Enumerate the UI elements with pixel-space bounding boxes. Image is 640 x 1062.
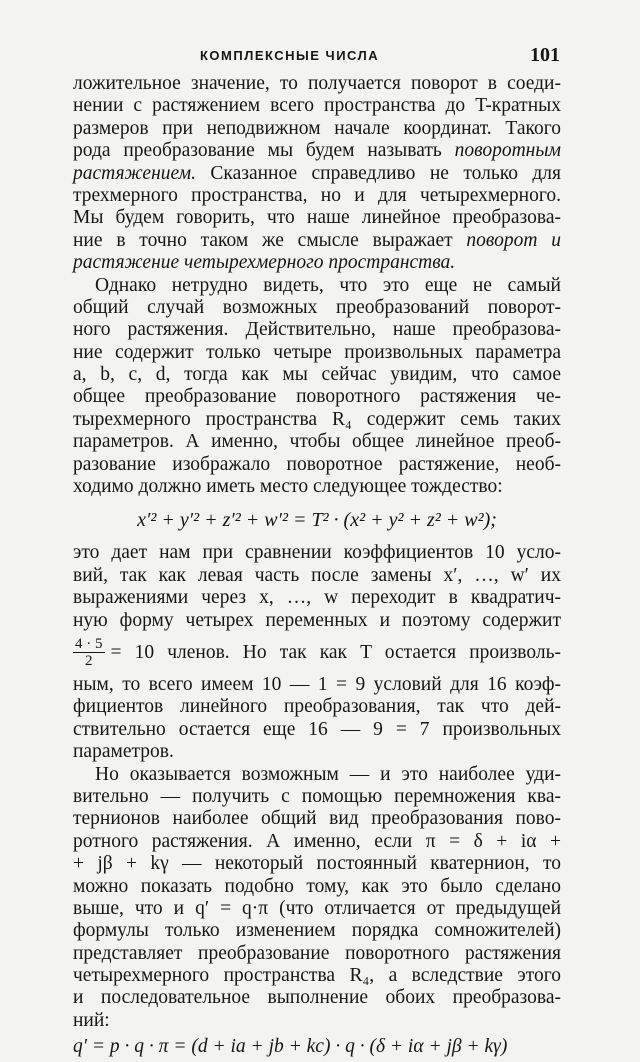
display-formula: q′ = p · q · π = (d + ia + jb + kc) · q · (δ + iα + jβ + kγ)	[73, 1036, 508, 1058]
italic-term: растяжением.	[73, 162, 196, 184]
text-line: Мы будем говорить, что наше линейное преобразова-	[73, 207, 561, 229]
italic-term: поворотным	[454, 140, 561, 162]
text-line: тырехмерного пространства R₄ содержит семь таких	[73, 408, 561, 430]
text-segment: Сказанное справедливо не только для	[196, 162, 561, 184]
text-line: ным, то всего имеем 10 — 1 = 9 условий для 16 коэф-	[73, 673, 561, 695]
fraction-line	[73, 632, 561, 674]
text-line: нении с растяжением всего пространства до T-кратных	[73, 95, 561, 117]
italic-term: поворот и	[466, 229, 561, 251]
page-number: 101	[530, 44, 560, 66]
text-line: a, b, c, d, тогда как мы сейчас увидим, что самое	[73, 364, 561, 386]
text-line: вий, так как левая часть после замены x′, …, w′ их	[73, 564, 561, 586]
text-line: ротного растяжения. А именно, если π = δ + iα +	[73, 830, 561, 852]
text-segment: ние в точно таком же смысле выражает	[73, 229, 467, 251]
text-line: ложительное значение, то получается поворот в соеди-	[73, 73, 561, 94]
text-line	[73, 140, 561, 162]
text-line: разование изображало поворотное растяжение, необ-	[73, 453, 561, 475]
text-line: размеров при неподвижном начале координат. Такого	[73, 117, 561, 139]
text-line: тернионов наиболее общий вид преобразования пово-	[73, 808, 561, 830]
text-line	[73, 163, 561, 185]
text-line: + jβ + kγ — некоторый постоянный кватернион, то	[73, 853, 561, 875]
text-line: представляет преобразование поворотного растяжения	[73, 942, 561, 964]
text-line: общее преобразование поворотного растяжения че-	[73, 386, 561, 408]
text-line: параметров.	[73, 741, 174, 763]
display-formula: x′² + y′² + z′² + w′² = T² · (x² + y² + z² + w²);	[137, 509, 497, 532]
text-line: трехмерного пространства, но и для четырехмерного.	[73, 184, 561, 206]
text-line: ную форму четырех переменных и поэтому содержит	[73, 609, 561, 631]
text-segment: рода преобразование мы будем называть	[73, 140, 455, 162]
body-text	[73, 73, 561, 1062]
text-line: ходимо должно иметь место следующее тождество:	[73, 476, 503, 498]
text-segment: = 10 членов. Но так как T остается произволь-	[110, 641, 561, 663]
text-line: фициентов линейного преобразования, так что дей-	[73, 696, 561, 718]
text-line: четырехмерного пространства R₄, а вследствие этого	[73, 965, 561, 987]
text-line: выше, что и q′ = q·π (что отличается от предыдущей	[73, 897, 561, 919]
page-header	[0, 44, 640, 72]
text-line: общий случай возможных преобразований поворот-	[73, 296, 561, 318]
paragraph-first-line: Однако нетрудно видеть, что это еще не самый	[95, 274, 561, 296]
text-line: вительно — получить с помощью перемножения ква-	[73, 785, 561, 807]
running-head: КОМПЛЕКСНЫЕ ЧИСЛА	[200, 48, 380, 63]
fraction-denominator: 2	[85, 653, 93, 670]
text-line: ние содержит только четыре произвольных параметра	[73, 341, 561, 363]
text-line: параметров. А именно, чтобы общее линейное преоб-	[73, 431, 561, 453]
text-line: ствительно остается еще 16 — 9 = 7 произвольных	[73, 718, 561, 740]
text-line: и последовательное выполнение обоих преобразова-	[73, 987, 561, 1009]
text-line: растяжение четырехмерного пространства.	[73, 252, 456, 274]
fraction	[73, 636, 105, 669]
text-line: это дает нам при сравнении коэффициентов 10 усло-	[73, 542, 561, 564]
text-line: формулы только изменением порядка сомножителей)	[73, 920, 561, 942]
text-line: ного растяжения. Действительно, наше преобразова-	[73, 319, 561, 341]
paragraph-first-line: Но оказывается возможным — и это наиболее уди-	[95, 763, 561, 785]
fraction-numerator: 4 · 5	[75, 636, 103, 653]
text-line: выражениями через x, …, w переходит в квадратич-	[73, 587, 561, 609]
text-line: ний:	[73, 1009, 110, 1031]
text-line: можно показать подобно тому, как это было сделано	[73, 875, 561, 897]
text-line	[73, 230, 561, 252]
